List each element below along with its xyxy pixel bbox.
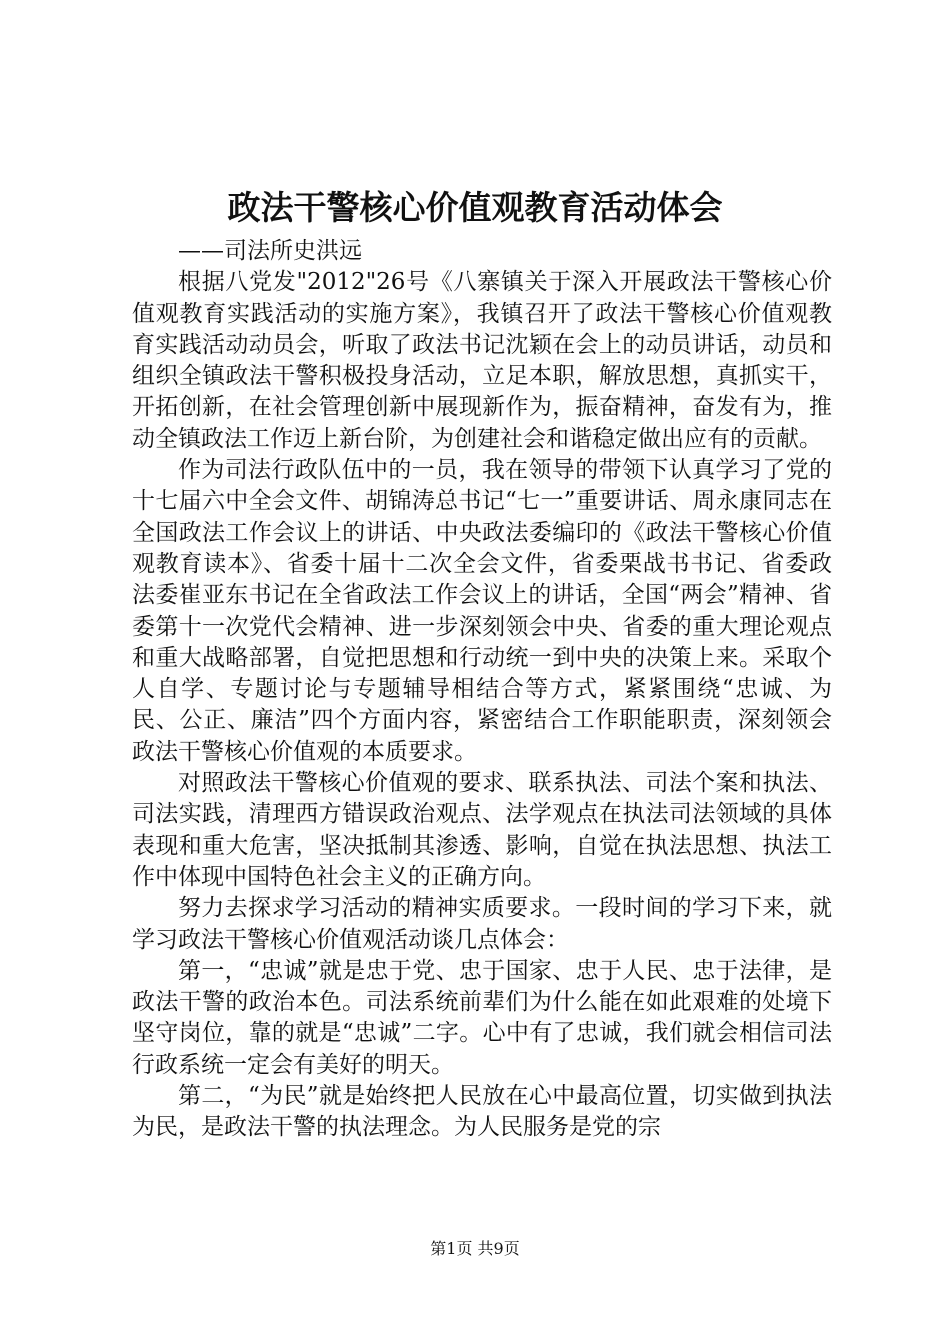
paragraph-1: 根据八党发"2012"26号《八寨镇关于深入开展政法干警核心价值观教育实践活动的实施方案》，我镇召开了政法干警核心价值观教育实践活动动员会，听取了政法书记沈颖在会上的动员讲话，动员和组织全镇政法干警积极投身活动，立足本职，解放思想，真抓实干，开拓创新，在社会管理创新中展现新作为，振奋精神，奋发有为，推动全镇政法工作迈上新台阶，为创建社会和谐稳定做出应有的贡献。 bbox=[132, 269, 832, 452]
paragraph-5: 第一，“忠诚”就是忠于党、忠于国家、忠于人民、忠于法律，是政法干警的政治本色。司法系统前辈们为什么能在如此艰难的处境下坚守岗位，靠的就是“忠诚”二字。心中有了忠诚，我们就会相信司法行政系统一定会有美好的明天。 bbox=[132, 957, 832, 1078]
page-footer: 第1页 共9页 bbox=[430, 1239, 520, 1258]
paragraph-3: 对照政法干警核心价值观的要求、联系执法、司法个案和执法、司法实践，清理西方错误政治观点、法学观点在执法司法领域的具体表现和重大危害，坚决抵制其渗透、影响，自觉在执法思想、执法工作中体现中国特色社会主义的正确方向。 bbox=[132, 770, 832, 890]
document-title: 政法干警核心价值观教育活动体会 bbox=[227, 188, 723, 227]
paragraph-6: 第二，“为民”就是始终把人民放在心中最高位置，切实做到执法为民，是政法干警的执法理念。为人民服务是党的宗 bbox=[132, 1083, 832, 1141]
paragraph-2: 作为司法行政队伍中的一员，我在领导的带领下认真学习了党的十七届六中全会文件、胡锦涛总书记“七一”重要讲话、周永康同志在全国政法工作会议上的讲话、中央政法委编印的《政法干警核心价值观教育读本》、省委十届十二次全会文件，省委栗战书书记、省委政法委崔亚东书记在全省政法工作会议上的讲话，全国“两会”精神、省委第十一次党代会精神、进一步深刻领会中央、省委的重大理论观点和重大战略部署，自觉把思想和行动统一到中央的决策上来。采取个人自学、专题讨论与专题辅导相结合等方式，紧紧围绕“忠诚、为民、公正、廉洁”四个方面内容，紧密结合工作职能职责，深刻领会政法干警核心价值观的本质要求。 bbox=[132, 457, 832, 765]
paragraph-4: 努力去探求学习活动的精神实质要求。一段时间的学习下来，就学习政法干警核心价值观活动谈几点体会： bbox=[132, 895, 832, 953]
author-byline: ——司法所史洪远 bbox=[178, 238, 362, 264]
document-body bbox=[132, 236, 832, 1144]
